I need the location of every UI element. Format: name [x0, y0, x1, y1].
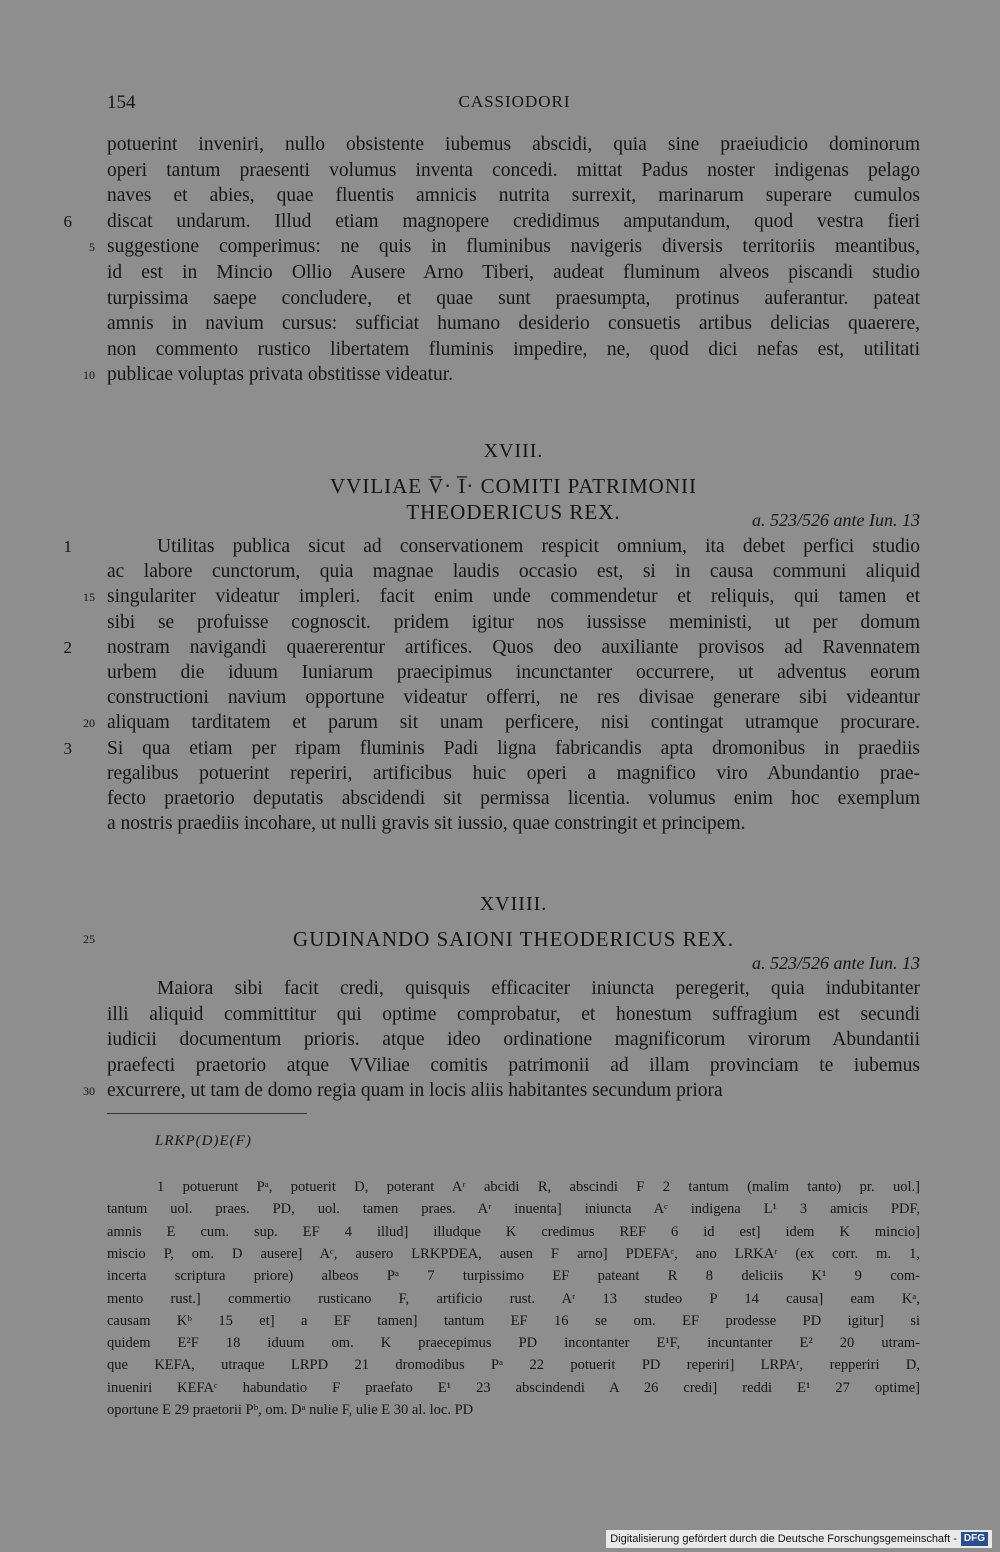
text-line: suggestione comperimus: ne quis in fluminibus navigeris diversis territoriis meantibus, [107, 236, 920, 258]
text-line: publicae voluptas privata obstitisse videatur. [107, 364, 454, 386]
margin-line-number: 2 [63, 637, 72, 657]
text-line: ac labore cunctorum, quia magnae laudis occasio est, si in causa communi aliquid [107, 561, 920, 583]
margin-line-number: 1 [63, 537, 72, 556]
margin-line-number: 25 [83, 932, 95, 946]
text-line: Utilitas publica sicut ad conservationem respicit omnium, ita debet perfici studio [157, 536, 920, 557]
apparatus-line: inueniri KEFAᶜ habundatio F praefato E¹ 23 abscindendi A 26 credi] reddi E¹ 27 optime] [107, 1379, 920, 1396]
chapter-date: a. 523/526 ante Iun. 13 [752, 510, 920, 530]
text-line: aliquam tarditatem et parum sit unam perficere, nisi contingat utramque procurare. [107, 712, 920, 734]
page-header [107, 92, 922, 116]
text-line: discat undarum. Illud etiam magnopere credidimus amputandum, quod vestra fieri [107, 210, 920, 232]
text-line: Si qua etiam per ripam fluminis Padi ligna fabricandis apta dromonibus in praediis [107, 737, 920, 759]
margin-line-number: 20 [83, 716, 95, 731]
text-line: iudicii documentum prioris. atque ideo ordinatione magnificorum virorum Abundantii [107, 1029, 920, 1051]
apparatus-line: incerta scriptura priore) albeos Pᵃ 7 turpissimo EF pateant R 8 deliciis K¹ 9 com- [107, 1268, 920, 1285]
apparatus-line: quidem E²F 18 iduum om. K praecepimus PD incontanter E¹F, incuntanter E² 20 utram- [107, 1335, 920, 1352]
text-line: illi aliquid committitur qui optime comprobatur, et honestum suffragium est secundi [107, 1003, 920, 1025]
margin-line-number: 6 [63, 211, 72, 231]
chapter-number: XVIIII. [479, 893, 548, 915]
text-line: id est in Mincio Ollio Ausere Arno Tiberi, audeat fluminum alveos piscandi studio [107, 262, 920, 283]
text-line: naves et abies, quae fluentis amnicis nutrita surrexit, marinarum superare cumulos [107, 185, 920, 207]
apparatus-line: que KEFA, utraque LRPD 21 dromodibus Pᵃ 22 potuerit PD reperiri] LRPAʳ, repperiri D, [107, 1357, 920, 1374]
margin-line-number: 15 [83, 590, 95, 605]
running-title: CASSIODORI [458, 92, 571, 111]
apparatus-line: oportune E 29 praetorii Pᵇ, om. Dᵃ nulie F, ulie E 30 al. loc. PD [107, 1402, 474, 1418]
page-number: 154 [107, 92, 136, 113]
text-line: nostram navigandi quaererentur artifices. Quos deo auxiliante provisos ad Ravennatem [107, 636, 920, 658]
apparatus-line: amnis E cum. sup. EF 4 illud] illudque K credimus REF 6 id est] idem K mincio] [107, 1223, 920, 1240]
apparatus-line: tantum uol. praes. PD, uol. tamen praes. Aʳ inuenta] iniuncta Aᶜ indigena L¹ 3 amicis PDF, [107, 1201, 920, 1218]
text-line: turpissima saepe concludere, et quae sunt praesumpta, protinus auferantur. pateat [107, 287, 920, 309]
chapter-title-line-1: VVILIAE V̅· I̅· COMITI PATRIMONII [330, 474, 697, 498]
text-line: potuerint inveniri, nullo obsistente iubemus abscidi, quia sine praeiudicio dominorum [107, 134, 920, 155]
text-line: Maiora sibi facit credi, quisquis efficaciter iniuncta peregerit, quia indubitanter [157, 978, 920, 999]
digitization-credit [606, 1530, 992, 1548]
text-line: operi tantum praesenti volumus inventa concedi. mittat Padus noster indigenas pelago [107, 159, 920, 181]
text-line: excurrere, ut tam de domo regia quam in locis aliis habitantes secundum priora [107, 1080, 723, 1102]
apparatus-line: mento rust.] commertio rusticano F, artificio rust. Aʳ 13 studeo P 14 causa] eam Kᵃ, [107, 1290, 920, 1307]
text-line: singulariter videatur impleri. facit enim unde commendetur et reliquis, qui tamen et [107, 586, 920, 608]
dfg-logo: DFG [961, 1532, 988, 1546]
chapter-number: XVIII. [483, 440, 544, 462]
margin-line-number: 30 [83, 1084, 95, 1099]
apparatus-line: 1 potuerunt Pᵃ, potuerit D, poterant Aʳ abcidi R, abscindi F 2 tantum (malim tanto) pr. uol.] [157, 1179, 920, 1195]
text-line: regalibus potuerint reperiri, artificibus huic operi a magnifico viro Abundantio prae- [107, 762, 920, 784]
apparatus-line: miscio P, om. D ausere] Aᶜ, ausero LRKPDEA, ausen F arno] PDEFAᶜ, ano LRKAʳ (ex corr. m. 1, [107, 1245, 920, 1262]
chapter-title-line-2: THEODERICUS REX. [406, 500, 621, 524]
margin-line-number: 10 [83, 368, 95, 383]
text-line: amnis in navium cursus: sufficiat humano desiderio consuetis artibus delicias quaerere, [107, 313, 920, 335]
text-line: urbem die iduum Iuniarum praecipimus incunctanter occurrere, ut adventus eorum [107, 662, 920, 683]
footnote-divider [107, 1113, 307, 1114]
chapter-date: a. 523/526 ante Iun. 13 [752, 953, 920, 973]
margin-line-number: 3 [63, 738, 72, 758]
chapter-title: GUDINANDO SAIONI THEODERICUS REX. [293, 927, 734, 951]
text-line: constructioni navium opportune videatur offerri, ne res divisae generare sibi videantur [107, 687, 920, 709]
text-line: non commento rustico libertatem fluminis impedire, ne, quod dici nefas est, utilitati [107, 338, 920, 360]
text-line: a nostris praediis incohare, ut nulli gravis sit iussio, quae constringit et principem. [107, 813, 746, 835]
apparatus-line: causam Kᵇ 15 et] a EF tamen] tantum EF 16 se om. EF prodesse PD igitur] si [107, 1312, 920, 1329]
margin-line-number: 5 [89, 240, 95, 255]
text-line: praefecti praetorio atque VViliae comitis patrimonii ad illam provinciam te iubemus [107, 1054, 920, 1076]
manuscript-sigla: LRKP(D)E(F) [155, 1133, 252, 1149]
credit-text: Digitalisierung gefördert durch die Deutsche Forschungsgemeinschaft - [610, 1533, 957, 1545]
text-line: sibi se profuisse cognoscit. pridem igitur nos iussisse meministi, ut per domum [107, 611, 920, 633]
text-line: fecto praetorio deputatis abscidendi sit permissa licentia. volumus enim hoc exemplum [107, 788, 920, 809]
